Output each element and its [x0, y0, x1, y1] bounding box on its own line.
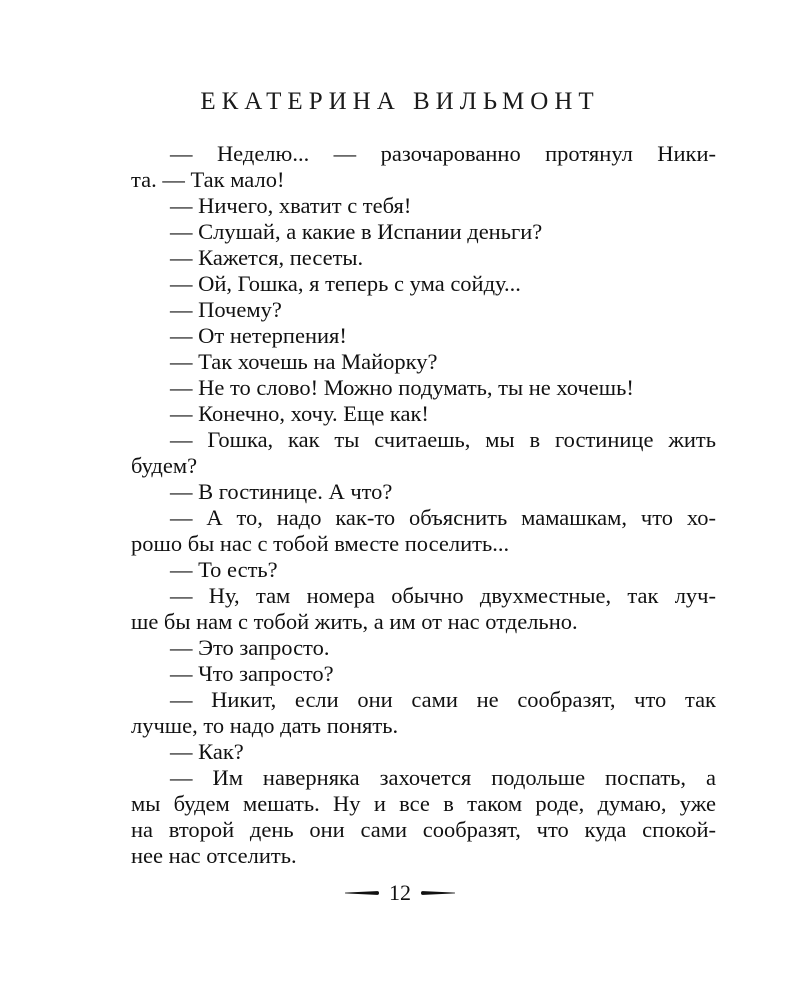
- text-line: — Что запросто?: [170, 661, 334, 686]
- text-line: — Как?: [170, 739, 244, 764]
- text-line: — Ой, Гошка, я теперь с ума сойду...: [170, 271, 521, 296]
- text-line: — Конечно, хочу. Еще как!: [170, 401, 429, 426]
- text-line: нее нас отселить.: [131, 843, 297, 868]
- page-folio: [0, 880, 800, 906]
- text-line: ше бы нам с тобой жить, а им от нас отдельно.: [131, 609, 578, 634]
- text-line: — Никит, если они сами не сообразят, что так: [170, 687, 716, 712]
- text-line: — Им наверняка захочется подольше поспать, а: [170, 765, 716, 790]
- page-number: 12: [389, 880, 411, 905]
- text-line: — Слушай, а какие в Испании деньги?: [170, 219, 543, 244]
- text-line: та. — Так мало!: [131, 167, 285, 192]
- text-line: — Кажется, песеты.: [170, 245, 364, 270]
- text-line: мы будем мешать. Ну и все в таком роде, думаю, уже: [131, 791, 716, 816]
- text-line: — А то, надо как-то объяснить мамашкам, что хо-: [170, 505, 716, 530]
- running-header-author: ЕКАТЕРИНА ВИЛЬМОНТ: [200, 88, 600, 115]
- text-line: — Ничего, хватит с тебя!: [170, 193, 412, 218]
- text-line: — Почему?: [170, 297, 282, 322]
- text-line: — Неделю... — разочарованно протянул Ники-: [170, 141, 716, 166]
- body-text: [131, 141, 716, 869]
- folio-ornament-left: [345, 891, 379, 895]
- text-line: лучше, то надо дать понять.: [131, 713, 399, 738]
- text-line: будем?: [131, 453, 198, 478]
- folio-ornament-right: [421, 891, 455, 895]
- text-line: на второй день они сами сообразят, что куда спокой-: [131, 817, 716, 842]
- text-line: — Ну, там номера обычно двухместные, так луч-: [170, 583, 716, 608]
- text-line: — То есть?: [170, 557, 278, 582]
- text-line: — Так хочешь на Майорку?: [170, 349, 438, 374]
- text-line: рошо бы нас с тобой вместе поселить...: [131, 531, 510, 556]
- text-line: — Это запросто.: [170, 635, 330, 660]
- text-line: — Гошка, как ты считаешь, мы в гостинице жить: [170, 427, 716, 452]
- text-line: — Не то слово! Можно подумать, ты не хочешь!: [170, 375, 634, 400]
- text-line: — В гостинице. А что?: [170, 479, 393, 504]
- text-line: — От нетерпения!: [170, 323, 347, 348]
